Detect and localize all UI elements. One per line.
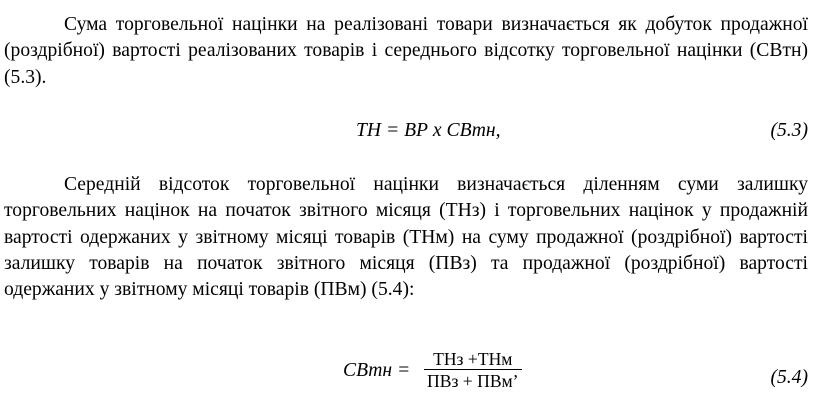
formula-5-4-lhs: СВтн = bbox=[343, 360, 411, 381]
paragraph-markup-sum: Сума торговельної націнки на реалізовані товари визначається як добуток продажної (роздрібної) вартості реалізованих товарів і середнього відсотку торговельної націнки (СВтн) (5.3). bbox=[4, 14, 808, 88]
equation-number-5-3: (5.3) bbox=[770, 120, 808, 141]
fraction-denominator: ПВз + ПВм’ bbox=[427, 371, 519, 391]
formula-5-4-fraction bbox=[424, 349, 522, 392]
paragraph-average-markup: Середній відсоток торговельної націнки визначається діленням суми залишку торговельних націнок на початок звітного місяця (ТНз) і торговельних націнок у продажній вартості одержаних у звітному місяці товарів (ТНм) на суму продажної (роздрібної) вартості залишку товарів на початок звітного місяця (ПВз) та продажної (роздрібної) вартості одержаних у звітному місяці товарів (ПВм) (5.4): bbox=[4, 174, 808, 301]
equation-number-5-4: (5.4) bbox=[770, 367, 808, 388]
formula-5-3: ТН = ВР х СВтн, bbox=[356, 120, 501, 141]
fraction-numerator: ТНз +ТНм bbox=[424, 349, 522, 370]
